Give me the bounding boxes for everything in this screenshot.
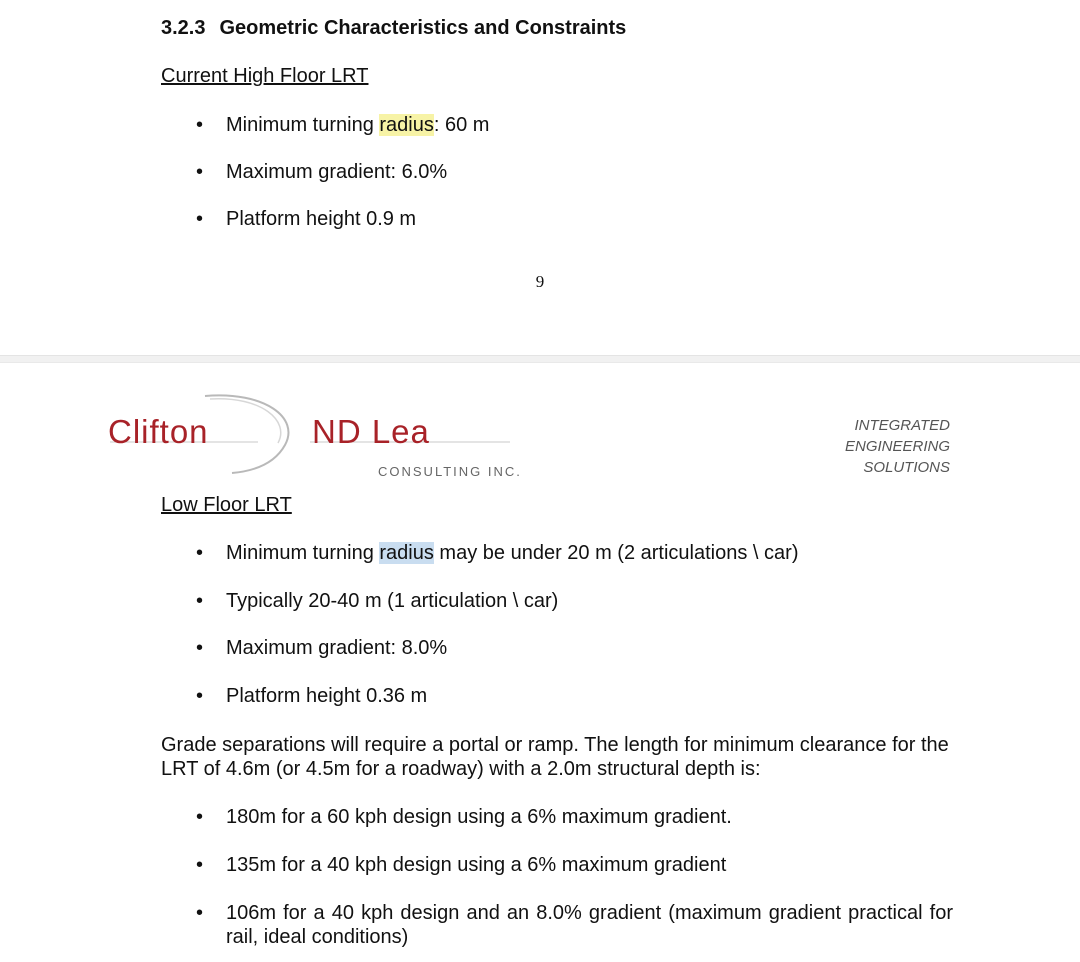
subheading-low-floor: Low Floor LRT bbox=[161, 494, 292, 516]
highlighted-word: radius bbox=[379, 114, 434, 136]
bullet-icon: • bbox=[196, 854, 204, 876]
bullet-icon: • bbox=[196, 161, 204, 183]
bullet-icon: • bbox=[196, 590, 204, 612]
page-separator bbox=[0, 355, 1080, 363]
section-title: Geometric Characteristics and Constraints bbox=[219, 17, 627, 39]
bullet-icon: • bbox=[196, 114, 204, 136]
section-number: 3.2.3 bbox=[161, 17, 206, 39]
bullet-icon: • bbox=[196, 542, 204, 564]
highlighted-word: radius bbox=[379, 542, 434, 564]
bullet-icon: • bbox=[196, 685, 204, 707]
bullet-icon: • bbox=[196, 637, 204, 659]
grade-separation-paragraph: Grade separations will require a portal or ramp. The length for minimum clearance for the LRT of 4.6m (or 4.5m for a roadway) with a 2.0m structural depth is: bbox=[161, 734, 949, 780]
bullet-icon: • bbox=[196, 902, 204, 924]
logo-right-word: ND Lea bbox=[312, 413, 430, 450]
company-logo bbox=[0, 363, 1080, 493]
page-number: 9 bbox=[535, 272, 545, 291]
subheading-high-floor: Current High Floor LRT bbox=[161, 65, 369, 87]
tagline: INTEGRATED ENGINEERING SOLUTIONS bbox=[844, 417, 950, 476]
logo-subtitle: CONSULTING INC. bbox=[378, 464, 522, 479]
bullet-icon: • bbox=[196, 208, 204, 230]
page-10: Clifton ND Lea CONSULTING INC. INTEGRATED ENGINEERING SOLUTIONS Low Floor LRT • Minimum turning radius may be under 20 m (2 articulations \ car) • Typically 20-40 m (1 articulation \ car) • Maximum gradient: 8.0% • Platform height 0.36 m Grade separations will require a portal or ramp. The length for minimum clearance for the LRT of 4.6m (or 4.5m for a roadway) with a 2.0m structural depth is: • 180m for a 60 kph design using a 6% maximum gradient. • 135m for a 40 kph design using a 6% maximum gradient • 106m for a 40 kph design and an 8.0% gradient (maximum gradient practical for rail, ideal conditions) bbox=[0, 363, 1080, 962]
logo-left-word: Clifton bbox=[108, 413, 209, 450]
bullet-icon: • bbox=[196, 806, 204, 828]
section-heading bbox=[161, 17, 626, 40]
page-9: 3.2.3 Geometric Characteristics and Constraints Current High Floor LRT • Minimum turning radius: 60 m • Maximum gradient: 6.0% • Platform height 0.9 m 9 bbox=[0, 0, 1080, 355]
